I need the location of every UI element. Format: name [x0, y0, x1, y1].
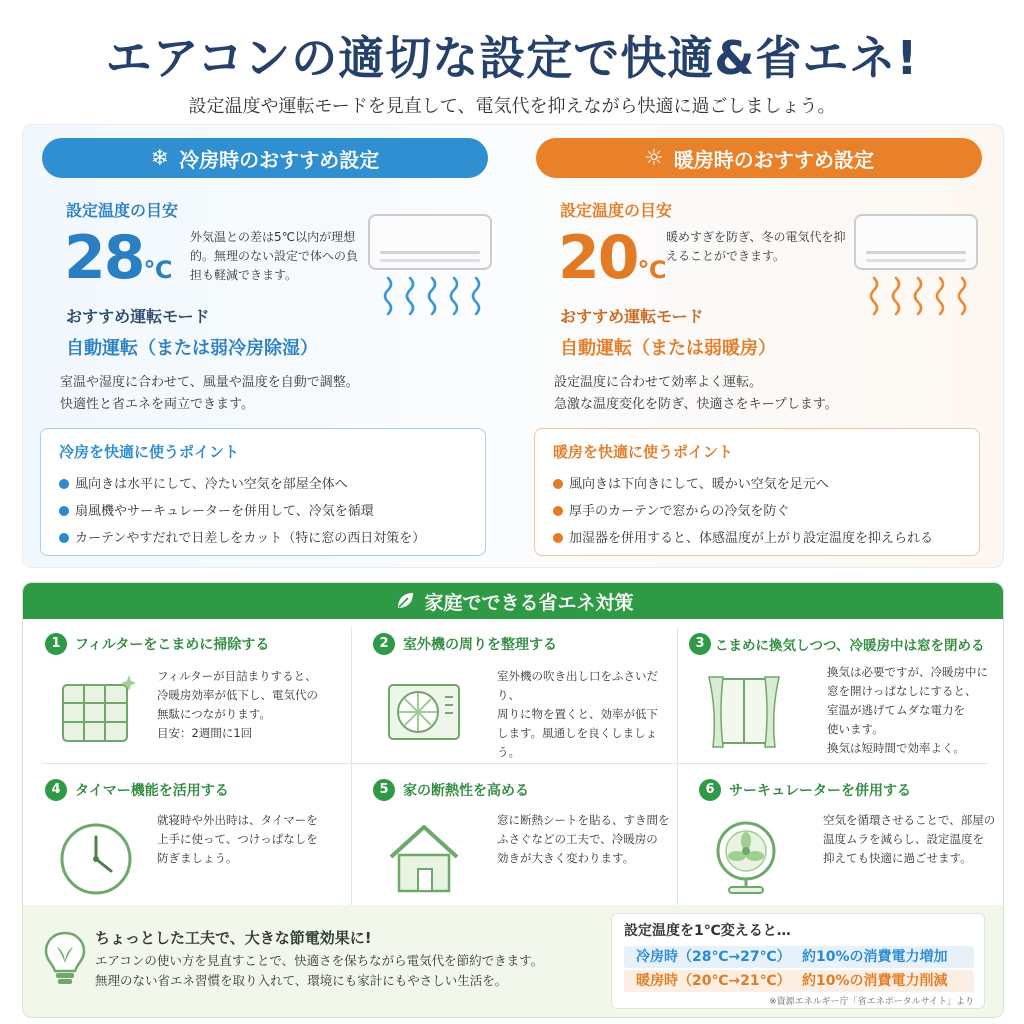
list-item: 加湿器を併用すると、体感温度が上がり設定温度を抑えられる — [553, 525, 933, 552]
tip-card — [351, 769, 677, 909]
cooling-panel — [22, 124, 492, 568]
heating-heading — [536, 138, 982, 178]
cooling-temp-label: 設定温度の目安 — [66, 201, 179, 220]
tip-number: 4 — [45, 779, 67, 801]
cooling-temp-value: 28℃ — [64, 223, 173, 293]
cooling-heading-label: 冷房時のおすすめ設定 — [179, 147, 380, 172]
tip-title: こまめに換気しつつ、冷暖房中は窓を閉める — [715, 638, 985, 654]
tip-desc: 室外機の吹き出し口をふさいだり、 周りに物を置くと、効率が低下 します。風通しを良くしましょう。 — [497, 669, 658, 759]
energy-heading — [23, 583, 1004, 619]
tip-card — [23, 769, 349, 909]
heating-panel — [516, 124, 986, 568]
page-subtitle: 設定温度や運転モードを見直して、電気代を抑えながら快適に過ごしましょう。 — [188, 96, 836, 117]
list-item: 風向きは水平にして、冷たい空気を部屋全体へ — [59, 471, 425, 498]
circulator-icon — [707, 819, 785, 897]
tip-card — [351, 623, 677, 763]
energy-saving-section — [22, 582, 1004, 1018]
heating-mode-label: おすすめ運転モード — [560, 307, 704, 326]
cooling-mode-label: おすすめ運転モード — [66, 307, 210, 326]
heating-temp-label: 設定温度の目安 — [560, 201, 673, 220]
summary-title: ちょっとした工夫で、大きな節電効果に! — [95, 929, 372, 947]
tip-number: 3 — [689, 633, 711, 655]
page-title: エアコンの適切な設定で快適&省エネ! — [105, 31, 919, 85]
window-icon — [705, 673, 783, 751]
tip-number: 6 — [699, 779, 721, 801]
cooling-tips-box — [40, 428, 486, 556]
tip-desc: フィルターが目詰まりすると、 冷暖房効率が低下し、電気代の 無駄につながります。 目安：2週間に1回 — [157, 669, 318, 740]
summary-text: エアコンの使い方を見直すことで、快適さを保ちながら電気代を節約できます。 無理のない省エネ習慣を取り入れて、環境にも家計にもやさしい生活を。 — [95, 953, 544, 988]
tip-card — [677, 623, 1003, 763]
tip-number: 2 — [373, 633, 395, 655]
tip-card — [677, 769, 1003, 909]
source-note: ※資源エネルギー庁「省エネポータルサイト」より — [769, 997, 974, 1007]
tip-title: 室外機の周りを整理する — [403, 637, 557, 653]
cooling-mode-desc: 室温や湿度に合わせて、風量や温度を自動で調整。 快適性と省エネを両立できます。 — [60, 375, 359, 412]
list-item: カーテンやすだれで日差しをカット（特に窓の西日対策を） — [59, 525, 425, 552]
air-conditioner-icon — [854, 214, 978, 270]
list-item: 扇風機やサーキュレーターを併用して、冷気を循環 — [59, 498, 425, 525]
cooling-tips-title: 冷房を快適に使うポイント — [59, 443, 240, 461]
heating-mode-desc: 設定温度に合わせて効率よく運転。 急激な温度変化を防ぎ、快適さをキープします。 — [554, 375, 838, 412]
tip-title: サーキュレーターを併用する — [729, 783, 911, 799]
cool-air-icon — [378, 274, 488, 318]
tip-number: 1 — [45, 633, 67, 655]
house-icon — [385, 819, 463, 897]
heating-heading-label: 暖房時のおすすめ設定 — [673, 147, 874, 172]
cooling-heading — [42, 138, 488, 178]
tip-title: フィルターをこまめに掃除する — [75, 637, 270, 653]
tip-desc: 就寝時や外出時は、タイマーを 上手に使って、つけっぱなしを 防ぎましょう。 — [157, 813, 318, 865]
tip-card — [23, 623, 349, 763]
tip-desc: 窓に断熱シートを貼る、すき間を ふさぐなどの工夫で、冷暖房の 効きが大きく変わります。 — [497, 813, 670, 865]
tip-title: タイマー機能を活用する — [75, 783, 229, 799]
tip-title: 家の断熱性を高める — [403, 783, 529, 799]
cooling-mode-value: 自動運転（または弱冷房除湿） — [66, 338, 318, 359]
heating-temp-note: 暖めすぎを防ぎ、冬の電気代を抑えることができます。 — [666, 230, 846, 263]
energy-heading-label: 家庭でできる省エネ対策 — [424, 591, 634, 614]
tip-number: 5 — [373, 779, 395, 801]
air-conditioner-icon — [368, 214, 492, 270]
outdoor-unit-icon — [385, 673, 463, 751]
snowflake-icon: ❄ — [150, 145, 170, 171]
heating-tips-box — [534, 428, 980, 556]
heating-tips-title: 暖房を快適に使うポイント — [553, 443, 734, 461]
warm-air-icon — [864, 274, 974, 318]
tip-desc: 換気は必要ですが、冷暖房中に 窓を開けっぱなしにすると、 室温が逃げてムダな電力を 使います。 換気は短時間で効率よく。 — [827, 665, 988, 755]
clock-icon — [57, 819, 135, 897]
leaf-icon — [394, 590, 416, 612]
list-item: 風向きは下向きにして、暖かい空気を足元へ — [553, 471, 933, 498]
divider — [41, 763, 987, 764]
heating-mode-value: 自動運転（または弱暖房） — [560, 338, 776, 359]
stat-row-cooling: 冷房時（28℃→27℃） 約10%の消費電力増加 — [624, 946, 974, 968]
tip-desc: 空気を循環させることで、部屋の 温度ムラを減らし、設定温度を 抑えても快適に過ごせます。 — [823, 813, 996, 865]
list-item: 厚手のカーテンで窓からの冷気を防ぐ — [553, 498, 933, 525]
lightbulb-icon — [43, 931, 87, 987]
cooling-temp-note: 外気温との差は5℃以内が理想的。無理のない設定で体への負担も軽減できます。 — [190, 230, 359, 282]
heating-temp-value: 20℃ — [558, 223, 667, 293]
filter-icon — [57, 673, 135, 751]
stat-row-heating: 暖房時（20℃→21℃） 約10%の消費電力削減 — [624, 970, 974, 992]
power-stat-box — [611, 913, 985, 1009]
sun-icon: ☼ — [644, 145, 664, 171]
stat-title: 設定温度を1℃変えると… — [624, 923, 791, 939]
